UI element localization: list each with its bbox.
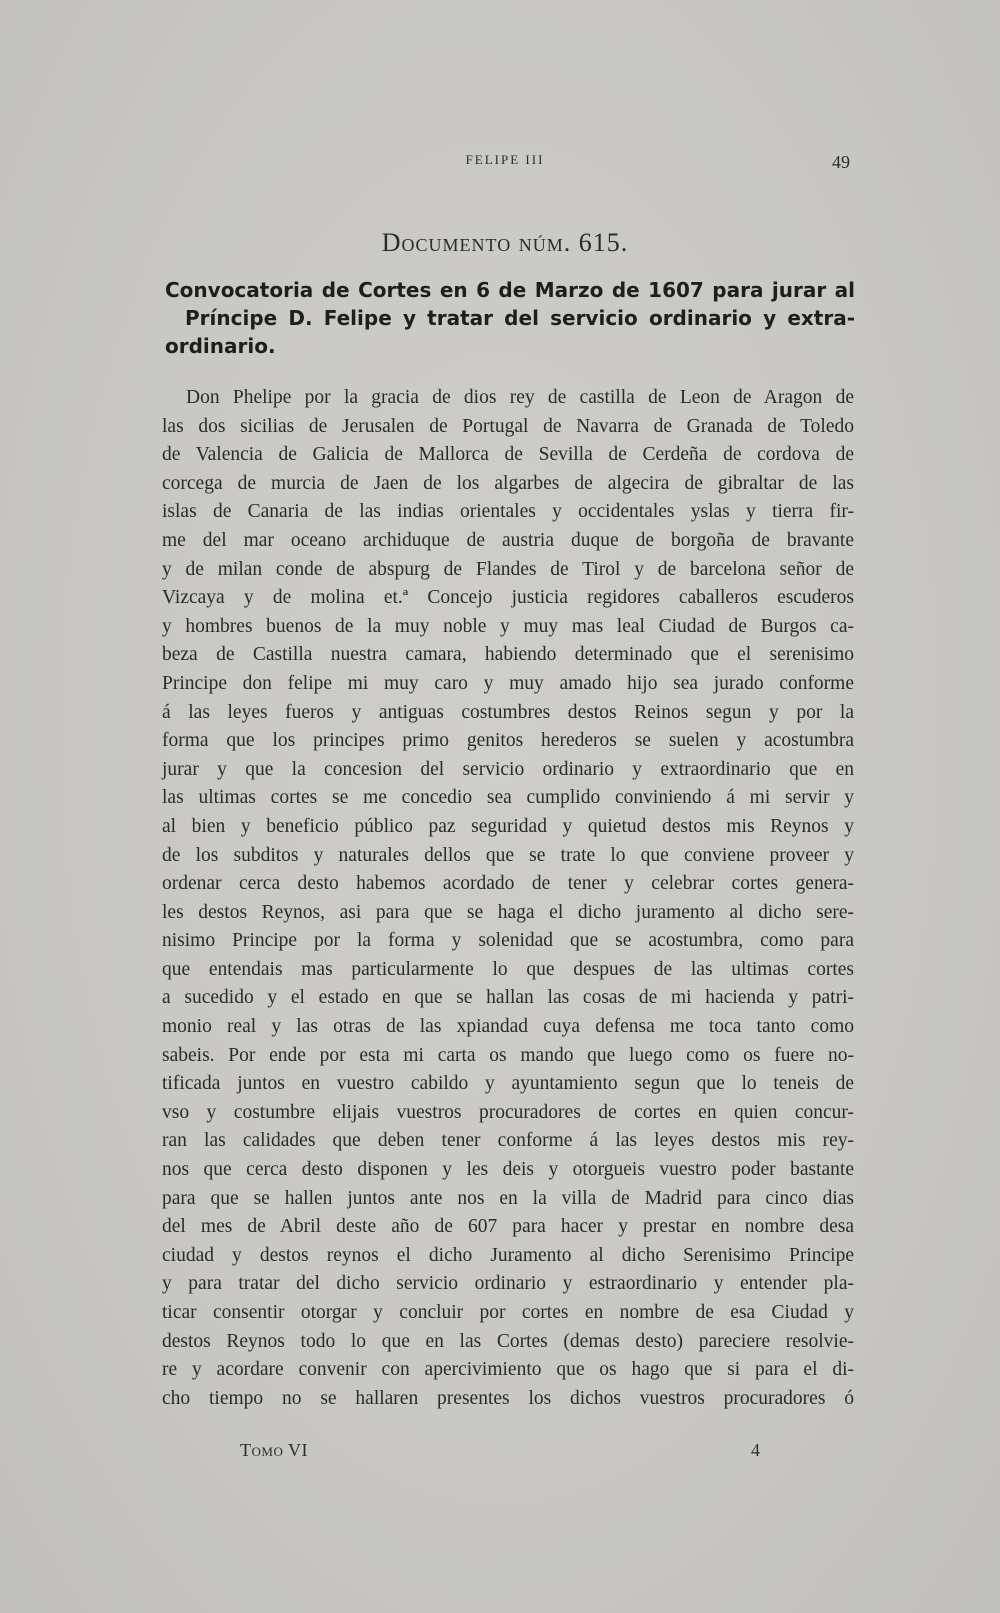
body-line: ciudad y destos reynos el dicho Juramento al dicho Serenisimo Principe (162, 1244, 854, 1266)
summary-line: Convocatoria de Cortes en 6 de Marzo de 1607 para jurar al (165, 278, 855, 302)
body-line: jurar y que la concesion del servicio ordinario y extraordinario que en (162, 758, 854, 780)
body-line: corcega de murcia de Jaen de los algarbes de algecira de gibraltar de las (162, 472, 854, 494)
body-line: al bien y beneficio público paz seguridad y quietud destos mis Reynos y (162, 815, 854, 837)
body-line: Don Phelipe por la gracia de dios rey de castilla de Leon de Aragon de (186, 387, 854, 408)
body-line: ordenar cerca desto habemos acordado de tener y celebrar cortes genera- (162, 873, 854, 895)
body-line: ticar consentir otorgar y concluir por cortes en nombre de esa Ciudad y (162, 1302, 854, 1323)
document-summary (165, 276, 855, 360)
body-line: para que se hallen juntos ante nos en la villa de Madrid para cinco dias (162, 1187, 854, 1209)
body-line: de los subditos y naturales dellos que se trate lo que conviene proveer y (162, 844, 854, 866)
summary-line: ordinario. (165, 334, 276, 358)
body-line: nisimo Principe por la forma y solenidad que se acostumbra, como para (162, 930, 854, 952)
body-line: las ultimas cortes se me concedio sea cumplido conviniendo á mi servir y (162, 787, 854, 809)
body-line: y de milan conde de abspurg de Flandes de Tirol y de barcelona señor de (162, 558, 854, 580)
body-line: Principe don felipe mi muy caro y muy amado hijo sea jurado conforme (162, 672, 854, 694)
body-line: nos que cerca desto disponen y les deis y otorgueis vuestro poder bastante (162, 1159, 854, 1181)
body-line: a sucedido y el estado en que se hallan las cosas de mi hacienda y patri- (162, 987, 854, 1009)
body-line: me del mar oceano archiduque de austria duque de borgoña de bravante (162, 529, 854, 551)
document-body (162, 384, 854, 1413)
running-title: FELIPE III (465, 152, 545, 167)
body-line: ran las calidades que deben tener conforme á las leyes destos mis rey- (162, 1130, 854, 1152)
body-line: les destos Reynos, asi para que se haga el dicho juramento al dicho sere- (162, 901, 854, 923)
body-line: monio real y las otras de las xpiandad cuya defensa me toca tanto como (162, 1016, 854, 1038)
body-line: islas de Canaria de las indias orientales y occidentales yslas y tierra fir- (162, 501, 854, 523)
body-line: del mes de Abril deste año de 607 para hacer y prestar en nombre desa (162, 1216, 854, 1238)
body-line: de Valencia de Galicia de Mallorca de Sevilla de Cerdeña de cordova de (162, 444, 854, 466)
signature-mark: 4 (751, 1440, 760, 1460)
body-line: Vizcaya y de molina et.ª Concejo justicia regidores caballeros escuderos (162, 587, 854, 609)
body-line: tificada juntos en vuestro cabildo y ayuntamiento segun que lo teneis de (162, 1073, 854, 1095)
body-line: las dos sicilias de Jerusalen de Portugal de Navarra de Granada de Toledo (162, 415, 854, 437)
page-number: 49 (832, 152, 850, 172)
body-line: á las leyes fueros y antiguas costumbres destos Reinos segun y por la (162, 701, 854, 723)
body-line: sabeis. Por ende por esta mi carta os mando que luego como os fuere no- (162, 1044, 854, 1066)
volume-label: Tomo VI (240, 1440, 308, 1460)
page-footer (240, 1440, 760, 1466)
body-line: beza de Castilla nuestra camara, habiendo determinado que el serenisimo (162, 644, 854, 666)
body-line: que entendais mas particularmente lo que despues de las ultimas cortes (162, 958, 854, 980)
summary-line: Príncipe D. Felipe y tratar del servicio ordinario y extra- (185, 306, 855, 330)
body-line: vso y costumbre elijais vuestros procuradores de cortes en quien concur- (162, 1101, 854, 1123)
running-head (160, 152, 850, 176)
body-line: forma que los principes primo genitos herederos se suelen y acostumbra (162, 730, 854, 752)
document-heading: Documento núm. 615. (381, 228, 629, 257)
body-line: y hombres buenos de la muy noble y muy mas leal Ciudad de Burgos ca- (162, 615, 854, 637)
body-line: y para tratar del dicho servicio ordinario y estraordinario y entender pla- (162, 1273, 854, 1295)
body-line: re y acordare convenir con apercivimiento que os hago que si para el di- (162, 1359, 854, 1381)
body-line: cho tiempo no se hallaren presentes los dichos vuestros procuradores ó (162, 1387, 854, 1409)
body-line: destos Reynos todo lo que en las Cortes (demas desto) pareciere resolvie- (162, 1330, 854, 1352)
